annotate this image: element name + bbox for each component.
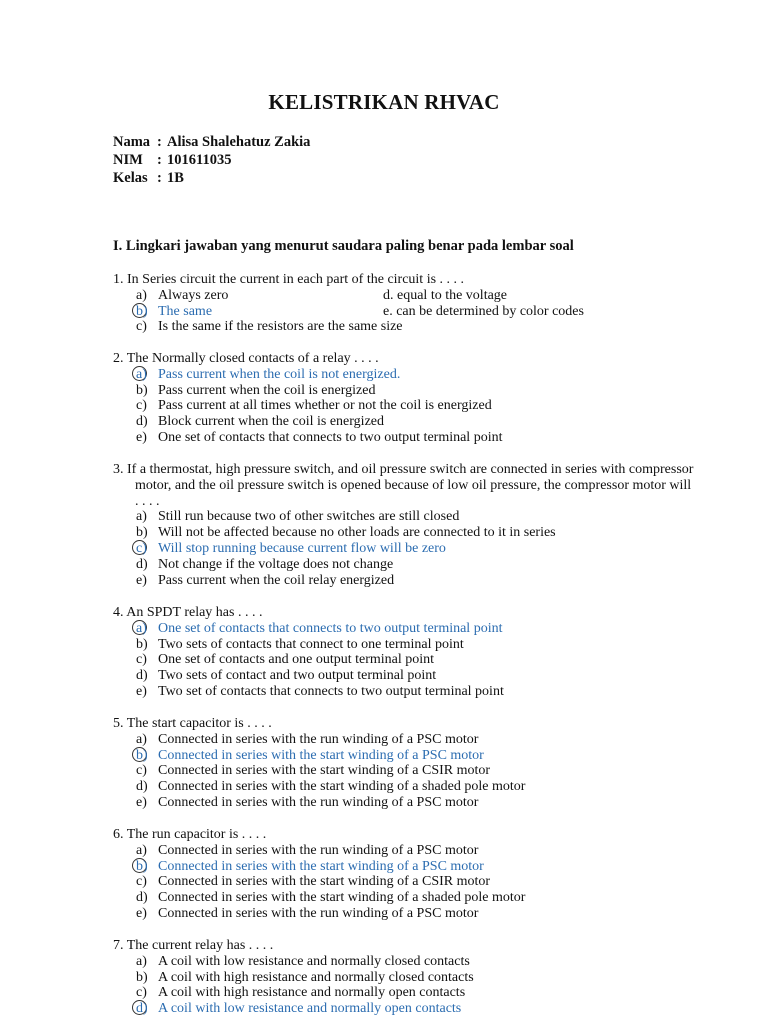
- question-text: 2. The Normally closed contacts of a relay . . . .: [113, 351, 379, 366]
- option-b[interactable]: [113, 383, 713, 399]
- question-text-continued: . . . .: [135, 493, 160, 509]
- option-a[interactable]: [113, 509, 713, 525]
- option-text: Will not be affected because no other loads are connected to it in series: [158, 525, 556, 541]
- option-c[interactable]: [113, 763, 713, 779]
- identity-value: Alisa Shalehatuz Zakia: [167, 134, 311, 150]
- option-b[interactable]: [113, 637, 713, 653]
- option-b[interactable]: [113, 525, 713, 541]
- option-c[interactable]: [113, 985, 713, 1001]
- option-letter: d): [136, 556, 148, 572]
- option-e[interactable]: [113, 684, 713, 700]
- option-text: Connected in series with the run winding of a PSC motor: [158, 731, 479, 747]
- option-text: Two sets of contacts that connect to one terminal point: [158, 636, 464, 652]
- option-letter: a): [136, 953, 147, 969]
- option-text: Always zero: [158, 287, 229, 303]
- option-text: Two set of contacts that connects to two output terminal point: [158, 683, 504, 699]
- option-e[interactable]: [113, 573, 713, 589]
- identity-key: NIM: [113, 152, 143, 168]
- identity-key: Kelas: [113, 170, 148, 186]
- option-text: A coil with low resistance and normally closed contacts: [158, 953, 470, 969]
- option-a-selected[interactable]: [113, 621, 713, 637]
- option-c[interactable]: [113, 652, 713, 668]
- option-text: Connected in series with the run winding of a PSC motor: [158, 794, 479, 810]
- option-text: Connected in series with the run winding of a PSC motor: [158, 842, 479, 858]
- question-text: 5. The start capacitor is . . . .: [113, 716, 272, 731]
- option-letter: a): [136, 509, 147, 525]
- option-text: Pass current when the coil relay energized: [158, 572, 395, 588]
- option-a[interactable]: [113, 288, 713, 304]
- option-e[interactable]: [113, 795, 713, 811]
- option-d[interactable]: [113, 668, 713, 684]
- option-e[interactable]: [113, 430, 713, 446]
- question-text: 7. The current relay has . . . .: [113, 938, 274, 953]
- option-d-selected[interactable]: [113, 1001, 713, 1017]
- option-c[interactable]: [113, 874, 713, 890]
- option-text: Pass current at all times whether or not the coil is energized: [158, 398, 492, 414]
- option-letter: a): [136, 731, 147, 747]
- option-text: Will stop running because current flow will be zero: [158, 540, 446, 556]
- option-letter: e): [136, 429, 147, 445]
- identity-name-row: [113, 133, 310, 151]
- option-text: A coil with low resistance and normally open contacts: [158, 1001, 462, 1017]
- option-d[interactable]: [113, 414, 713, 430]
- option-text-right: d. equal to the voltage: [383, 287, 508, 303]
- option-letter: a): [136, 366, 147, 382]
- option-letter: a): [136, 287, 147, 303]
- identity-separator: :: [157, 170, 162, 186]
- option-letter: c): [136, 398, 147, 414]
- option-c[interactable]: [113, 319, 713, 335]
- option-e[interactable]: [113, 906, 713, 922]
- option-text: Connected in series with the start winding of a shaded pole motor: [158, 779, 526, 795]
- option-d[interactable]: [113, 890, 713, 906]
- question-text-continued: motor, and the oil pressure switch is opened because of low oil pressure, the compressor motor will: [135, 477, 692, 493]
- option-text: Connected in series with the start winding of a CSIR motor: [158, 874, 491, 890]
- option-text: Connected in series with the start winding of a CSIR motor: [158, 763, 491, 779]
- option-letter: d): [136, 779, 148, 795]
- option-c-selected[interactable]: [113, 541, 713, 557]
- option-letter: d): [136, 1001, 148, 1017]
- option-letter: b): [136, 858, 148, 874]
- option-c[interactable]: [113, 398, 713, 414]
- option-letter: e): [136, 905, 147, 921]
- identity-value: 1B: [167, 170, 184, 186]
- option-text: One set of contacts and one output terminal point: [158, 652, 435, 668]
- option-b-selected[interactable]: [113, 748, 713, 764]
- question-text: 6. The run capacitor is . . . .: [113, 827, 267, 842]
- option-text: Connected in series with the start winding of a PSC motor: [158, 858, 484, 874]
- option-text: A coil with high resistance and normally closed contacts: [158, 969, 474, 985]
- option-letter: e): [136, 794, 147, 810]
- question-text: 4. An SPDT relay has . . . .: [113, 605, 263, 620]
- option-a[interactable]: [113, 843, 713, 859]
- option-letter: c): [136, 985, 147, 1001]
- identity-class-row: [113, 169, 310, 187]
- option-letter: c): [136, 763, 147, 779]
- option-letter: b): [136, 525, 148, 541]
- identity-nim-row: [113, 151, 310, 169]
- option-text: Not change if the voltage does not change: [158, 556, 394, 572]
- option-text: Block current when the coil is energized: [158, 414, 384, 430]
- option-d[interactable]: [113, 557, 713, 573]
- option-letter: c): [136, 652, 147, 668]
- option-letter: e): [136, 572, 147, 588]
- option-letter: b): [136, 636, 148, 652]
- option-a-selected[interactable]: [113, 367, 713, 383]
- question-6: [113, 827, 713, 922]
- option-letter: b): [136, 382, 148, 398]
- option-text: Connected in series with the run winding of a PSC motor: [158, 905, 479, 921]
- student-identity: [113, 133, 310, 187]
- question-2: [113, 351, 713, 446]
- option-text: Connected in series with the start winding of a shaded pole motor: [158, 890, 526, 906]
- identity-separator: :: [157, 134, 162, 150]
- option-text: One set of contacts that connects to two output terminal point: [158, 429, 503, 445]
- option-letter: d): [136, 890, 148, 906]
- option-letter: a): [136, 842, 147, 858]
- option-letter: e): [136, 683, 147, 699]
- option-letter: c): [136, 540, 147, 556]
- option-text: Two sets of contact and two output terminal point: [158, 668, 437, 684]
- option-b-selected[interactable]: [113, 859, 713, 875]
- section-heading: I. Lingkari jawaban yang menurut saudara paling benar pada lembar soal: [113, 238, 574, 254]
- option-text: Is the same if the resistors are the same size: [158, 319, 403, 335]
- identity-separator: :: [157, 152, 162, 168]
- option-text: Pass current when the coil is not energized.: [158, 366, 401, 382]
- option-a[interactable]: [113, 954, 713, 970]
- identity-key: Nama: [113, 134, 151, 150]
- option-letter: b): [136, 303, 148, 319]
- page-title: KELISTRIKAN RHVAC: [268, 90, 500, 114]
- option-letter: c): [136, 319, 147, 335]
- option-text-right: e. can be determined by color codes: [383, 303, 584, 319]
- option-text: Pass current when the coil is energized: [158, 382, 376, 398]
- option-letter: c): [136, 874, 147, 890]
- option-letter: d): [136, 668, 148, 684]
- option-letter: b): [136, 747, 148, 763]
- option-d[interactable]: [113, 779, 713, 795]
- option-a[interactable]: [113, 732, 713, 748]
- option-text: A coil with high resistance and normally open contacts: [158, 985, 466, 1001]
- option-letter: a): [136, 620, 147, 636]
- question-text: 1. In Series circuit the current in each part of the circuit is . . . .: [113, 272, 465, 287]
- question-1: [113, 272, 713, 335]
- option-text: One set of contacts that connects to two output terminal point: [158, 620, 503, 636]
- question-3: [113, 462, 713, 588]
- option-b-selected[interactable]: [113, 304, 713, 320]
- question-5: [113, 716, 713, 811]
- question-text: 3. If a thermostat, high pressure switch, and oil pressure switch are connected in series with compressor: [113, 462, 694, 477]
- option-text: The same: [158, 303, 213, 319]
- option-letter: d): [136, 414, 148, 430]
- question-4: [113, 605, 713, 700]
- option-letter: b): [136, 969, 148, 985]
- option-b[interactable]: [113, 970, 713, 986]
- option-text: Still run because two of other switches are still closed: [158, 509, 460, 525]
- question-7: [113, 938, 713, 1017]
- option-text: Connected in series with the start winding of a PSC motor: [158, 747, 484, 763]
- identity-value: 101611035: [167, 152, 232, 168]
